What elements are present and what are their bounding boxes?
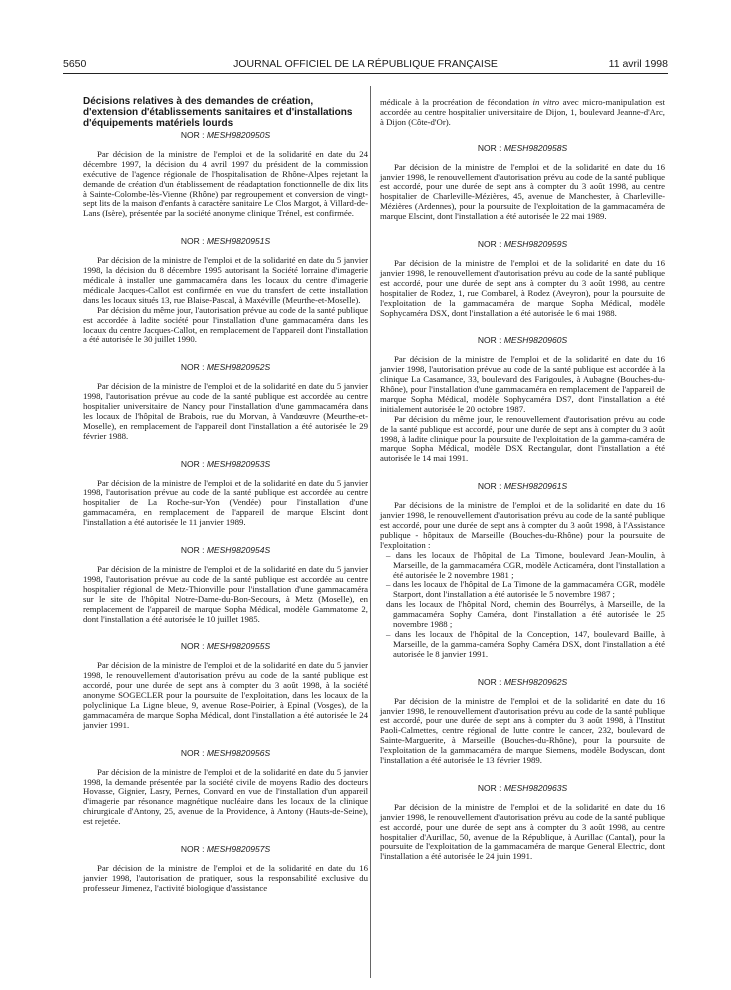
decision-paragraph: Par décision de la ministre de l'emploi et de la solidarité en date du 5 janvier 1998, l'autorisation prévue au code de la santé publique est accordée au centre hospitalier régional de Metz-Thionville pour l'installation d'une gammacaméra sur le site de l'hôpital Notre-Dame-du-Bon-Secours, à Metz (Moselle), en remplacement de l'appareil de marque Sopha Médical, modèle Gammatome 2, dont l'installation a été autorisée le 10 juillet 1985. xyxy=(83,564,368,624)
journal-title: JOURNAL OFFICIEL DE LA RÉPUBLIQUE FRANÇAISE xyxy=(233,58,498,70)
decision-paragraph: Par décision du même jour, le renouvellement d'autorisation prévu au code de la santé publique est accordé, pour une durée de sept ans à compter du 3 août 1998, à ladite clinique pour la poursuite de l'exploitation de la gamma-caméra de marque Sopha Médical, modèle DSX Rectangular, dont l'installation a été autorisée le 14 mai 1991. xyxy=(380,413,665,464)
list-item: – dans les locaux de l'hôpital de La Timone, boulevard Jean-Moulin, à Marseille, de la gammacaméra CGR, modèle Acticaméra, dont l'installation a été autorisée le 2 novembre 1981 ; xyxy=(386,549,665,580)
nor-reference: NOR : MESH9820954S xyxy=(180,545,271,556)
decision-block xyxy=(83,237,368,345)
nor-reference: NOR : MESH9820963S xyxy=(477,782,568,793)
decision-paragraph: Par décisions de la ministre de l'emploi et de la solidarité en date du 16 janvier 1998, le renouvellement d'autorisation prévu au code de la santé publique est accordé, pour une durée de sept ans à compter du 3 août 1998, à l'Assistance publique - hôpitaux de Marseille (Bouches-du-Rhône) pour la poursuite de l'exploitation : xyxy=(380,500,665,550)
right-column xyxy=(380,98,665,862)
decision-block xyxy=(83,363,368,441)
header-rule xyxy=(63,73,668,74)
nor-reference: NOR : MESH9820958S xyxy=(477,142,568,153)
nor-reference: NOR : MESH9820953S xyxy=(180,458,271,469)
decision-block xyxy=(380,240,665,318)
decision-paragraph: Par décision de la ministre de l'emploi et de la solidarité en date du 16 janvier 1998, l'autorisation de pratiquer, sous la responsabilité exclusive du professeur Jimenez, l'activité biologique d'assistance xyxy=(83,862,368,893)
decision-paragraph: Par décision de la ministre de l'emploi et de la solidarité en date du 5 janvier 1998, l'autorisation prévue au code de la santé publique est accordée au centre hospitalier de La Roche-sur-Yon (Vendée) pour l'installation d'une gammacaméra, en remplacement de l'appareil de marque Elscint dont l'installation a été autorisée le 11 janvier 1989. xyxy=(83,477,368,528)
nor-reference: NOR : MESH9820961S xyxy=(477,481,568,492)
nor-reference: NOR : MESH9820957S xyxy=(180,844,271,855)
installation-list xyxy=(380,551,665,660)
decision-block xyxy=(83,749,368,827)
decision-paragraph: Par décision de la ministre de l'emploi et de la solidarité en date du 5 janvier 1998, le renouvellement d'autorisation prévu au code de la santé publique est accordé, pour une durée de sept ans à compter du 3 août 1998, à la société anonyme SOGECLER pour la poursuite de l'exploitation, dans les locaux de la polyclinique La Ligne bleue, 9, avenue Rose-Poirier, à Epinal (Vosges), de la gammacaméra de marque Sopha Médical, dont l'installation a été autorisée le 24 janvier 1991. xyxy=(83,660,368,730)
nor-reference: NOR : MESH9820956S xyxy=(180,747,271,758)
left-column xyxy=(83,96,368,894)
decision-paragraph: Par décision de la ministre de l'emploi et de la solidarité en date du 24 décembre 1997, la décision du 4 avril 1997 du président de la commission exécutive de l'agence régionale de l'hospitalisation de Rhône-Alpes rejetant la demande de création d'un établissement de réadaptation fonctionnelle de dix lits à Sainte-Colombe-lès-Vienne (Rhône) par regroupement et conversion de vingt-sept lits de la maison d'enfants à caractère sanitaire Le Clos Margot, à Villard-de-Lans (Isère), présentée par la société anonyme clinique Trénel, est confirmée. xyxy=(83,148,368,219)
decision-block xyxy=(83,546,368,624)
decision-paragraph: Par décision de la ministre de l'emploi et de la solidarité en date du 16 janvier 1998, le renouvellement d'autorisation prévu au code de la santé publique est accordé, pour une durée de sept ans à compter du 3 août 1998, au centre hospitalier de Charleville-Mézières, 45, avenue de Manchester, à Charleville-Mézières (Ardennes), pour la poursuite de l'exploitation de la gammacaméra de marque Elscint, dont l'installation a été autorisée le 22 mai 1989. xyxy=(380,161,665,222)
nor-reference: NOR : MESH9820959S xyxy=(477,239,568,250)
decision-block xyxy=(83,845,368,894)
decision-block xyxy=(83,642,368,730)
issue-date: 11 avril 1998 xyxy=(608,58,668,70)
decision-paragraph: Par décision de la ministre de l'emploi et de la solidarité en date du 16 janvier 1998, le renouvellement d'autorisation prévu au code de la santé publique est accordé, pour une durée de sept ans à compter du 3 août 1998, au centre hospitalier de Rodez, 1, rue Combarel, à Rodez (Aveyron), pour la poursuite de l'exploitation de la gammacaméra de marque Sopha Médical, modèle Sophycaméra DSX, dont l'installation a été autorisée le 6 mai 1988. xyxy=(380,257,665,318)
decision-block xyxy=(83,131,368,219)
decision-block xyxy=(83,460,368,528)
list-item: – dans les locaux de l'hôpital de La Timone de la gammacaméra CGR, modèle Starport, dont l'installation a été autorisée le 5 novembre 1987 ; xyxy=(386,579,665,600)
decision-paragraph: Par décision de la ministre de l'emploi et de la solidarité en date du 16 janvier 1998, l'autorisation prévue au code de la santé publique est accordée à la clinique La Casamance, 33, boulevard des Farigoules, à Aubagne (Bouches-du-Rhône), pour l'installation d'une gammacaméra en remplacement de l'appareil de marque Sopha Médical, modèle Sophycaméra DS7, dont l'installation a été initialement autorisée le 20 octobre 1987. xyxy=(380,354,665,414)
section-title: Décisions relatives à des demandes de création, d'extension d'établissements sanitaires et d'installations d'équipements matériels lourds xyxy=(83,96,353,129)
nor-reference: NOR : MESH9820950S xyxy=(180,130,271,140)
decision-paragraph: Par décision de la ministre de l'emploi et de la solidarité en date du 5 janvier 1998, la décision du 8 décembre 1995 autorisant la Société lorraine d'imagerie médicale à installer une gammacaméra dans les locaux du centre d'imagerie médicale Jacques-Callot est confirmée en vue du transfert de cette installation dans les locaux situés 13, rue Blaise-Pascal, à Maxéville (Meurthe-et-Moselle). xyxy=(83,255,368,305)
nor-reference: NOR : MESH9820960S xyxy=(477,335,568,346)
decision-paragraph: Par décision de la ministre de l'emploi et de la solidarité en date du 5 janvier 1998, l'autorisation prévue au code de la santé publique est accordée au centre hospitalier universitaire de Nancy pour l'installation d'une gammacaméra dans les locaux de l'hôpital de Brabois, rue du Morvan, à Vandœuvre (Meurthe-et-Moselle), en remplacement de l'appareil dont l'installation a été autorisée le 29 février 1988. xyxy=(83,381,368,441)
decision-block xyxy=(380,336,665,464)
decision-block xyxy=(380,144,665,222)
decision-paragraph: Par décision de la ministre de l'emploi et de la solidarité en date du 16 janvier 1998, le renouvellement d'autorisation prévu au code de la santé publique est accordé, pour une durée de sept ans à compter du 3 août 1998, au centre hospitalier d'Aurillac, 50, avenue de la République, à Aurillac (Cantal), pour la poursuite de l'exploitation de la gammacaméra de marque General Electric, dont l'installation a été autorisée le 24 juin 1991. xyxy=(380,801,665,862)
list-item: dans les locaux de l'hôpital Nord, chemin des Bourrélys, à Marseille, de la gammacaméra Sophy Caméra, dont l'installation a été autorisée le 25 novembre 1988 ; xyxy=(386,599,665,630)
nor-reference: NOR : MESH9820955S xyxy=(180,641,271,652)
decision-block xyxy=(380,482,665,659)
nor-reference: NOR : MESH9820962S xyxy=(477,676,568,687)
page-header xyxy=(63,58,668,72)
nor-reference: NOR : MESH9820952S xyxy=(180,362,271,373)
decision-paragraph: Par décision du même jour, l'autorisation prévue au code de la santé publique est accordée à ladite société pour l'installation d'une gammacaméra dans les locaux du centre Jacques-Callot, en remplacement de l'appareil dont l'installation a été autorisée le 30 juillet 1990. xyxy=(83,304,368,345)
decision-block xyxy=(380,784,665,862)
decision-paragraph: Par décision de la ministre de l'emploi et de la solidarité en date du 5 janvier 1998, la demande présentée par la société civile de moyens Radio des docteurs Hovasse, Gignier, Lasry, Pernes, Convard en vue de l'installation d'un appareil d'imagerie par résonance magnétique nucléaire dans les locaux de la clinique chirurgicale d'Antony, 25, avenue de la Providence, à Antony (Hauts-de-Seine), est rejetée. xyxy=(83,766,368,827)
list-item: – dans les locaux de l'hôpital de la Conception, 147, boulevard Baille, à Marseille, de la gamma-caméra Sophy Caméra DSX, dont l'installation a été autorisée le 8 janvier 1991. xyxy=(386,628,665,659)
column-divider xyxy=(370,86,371,978)
continued-paragraph: médicale à la procréation de fécondation in vitro avec micro-manipulation est accordée au centre hospitalier universitaire de Dijon, 1, boulevard Jeanne-d'Arc, à Dijon (Côte-d'Or). xyxy=(380,97,665,127)
decision-block xyxy=(380,678,665,766)
nor-reference: NOR : MESH9820951S xyxy=(180,236,271,247)
decision-paragraph: Par décision de la ministre de l'emploi et de la solidarité en date du 16 janvier 1998, le renouvellement d'autorisation prévu au code de la santé publique est accordé, pour une durée de sept ans à compter du 3 août 1998, à l'Institut Paoli-Calmettes, centre régional de lutte contre le cancer, 232, boulevard de Sainte-Marguerite, à Marseille (Bouches-du-Rhône), pour la poursuite de l'exploitation de la gammacaméra de marque Siemens, modèle Bodyscan, dont l'installation a été autorisée le 13 février 1989. xyxy=(380,695,665,766)
page-number: 5650 xyxy=(63,58,87,70)
